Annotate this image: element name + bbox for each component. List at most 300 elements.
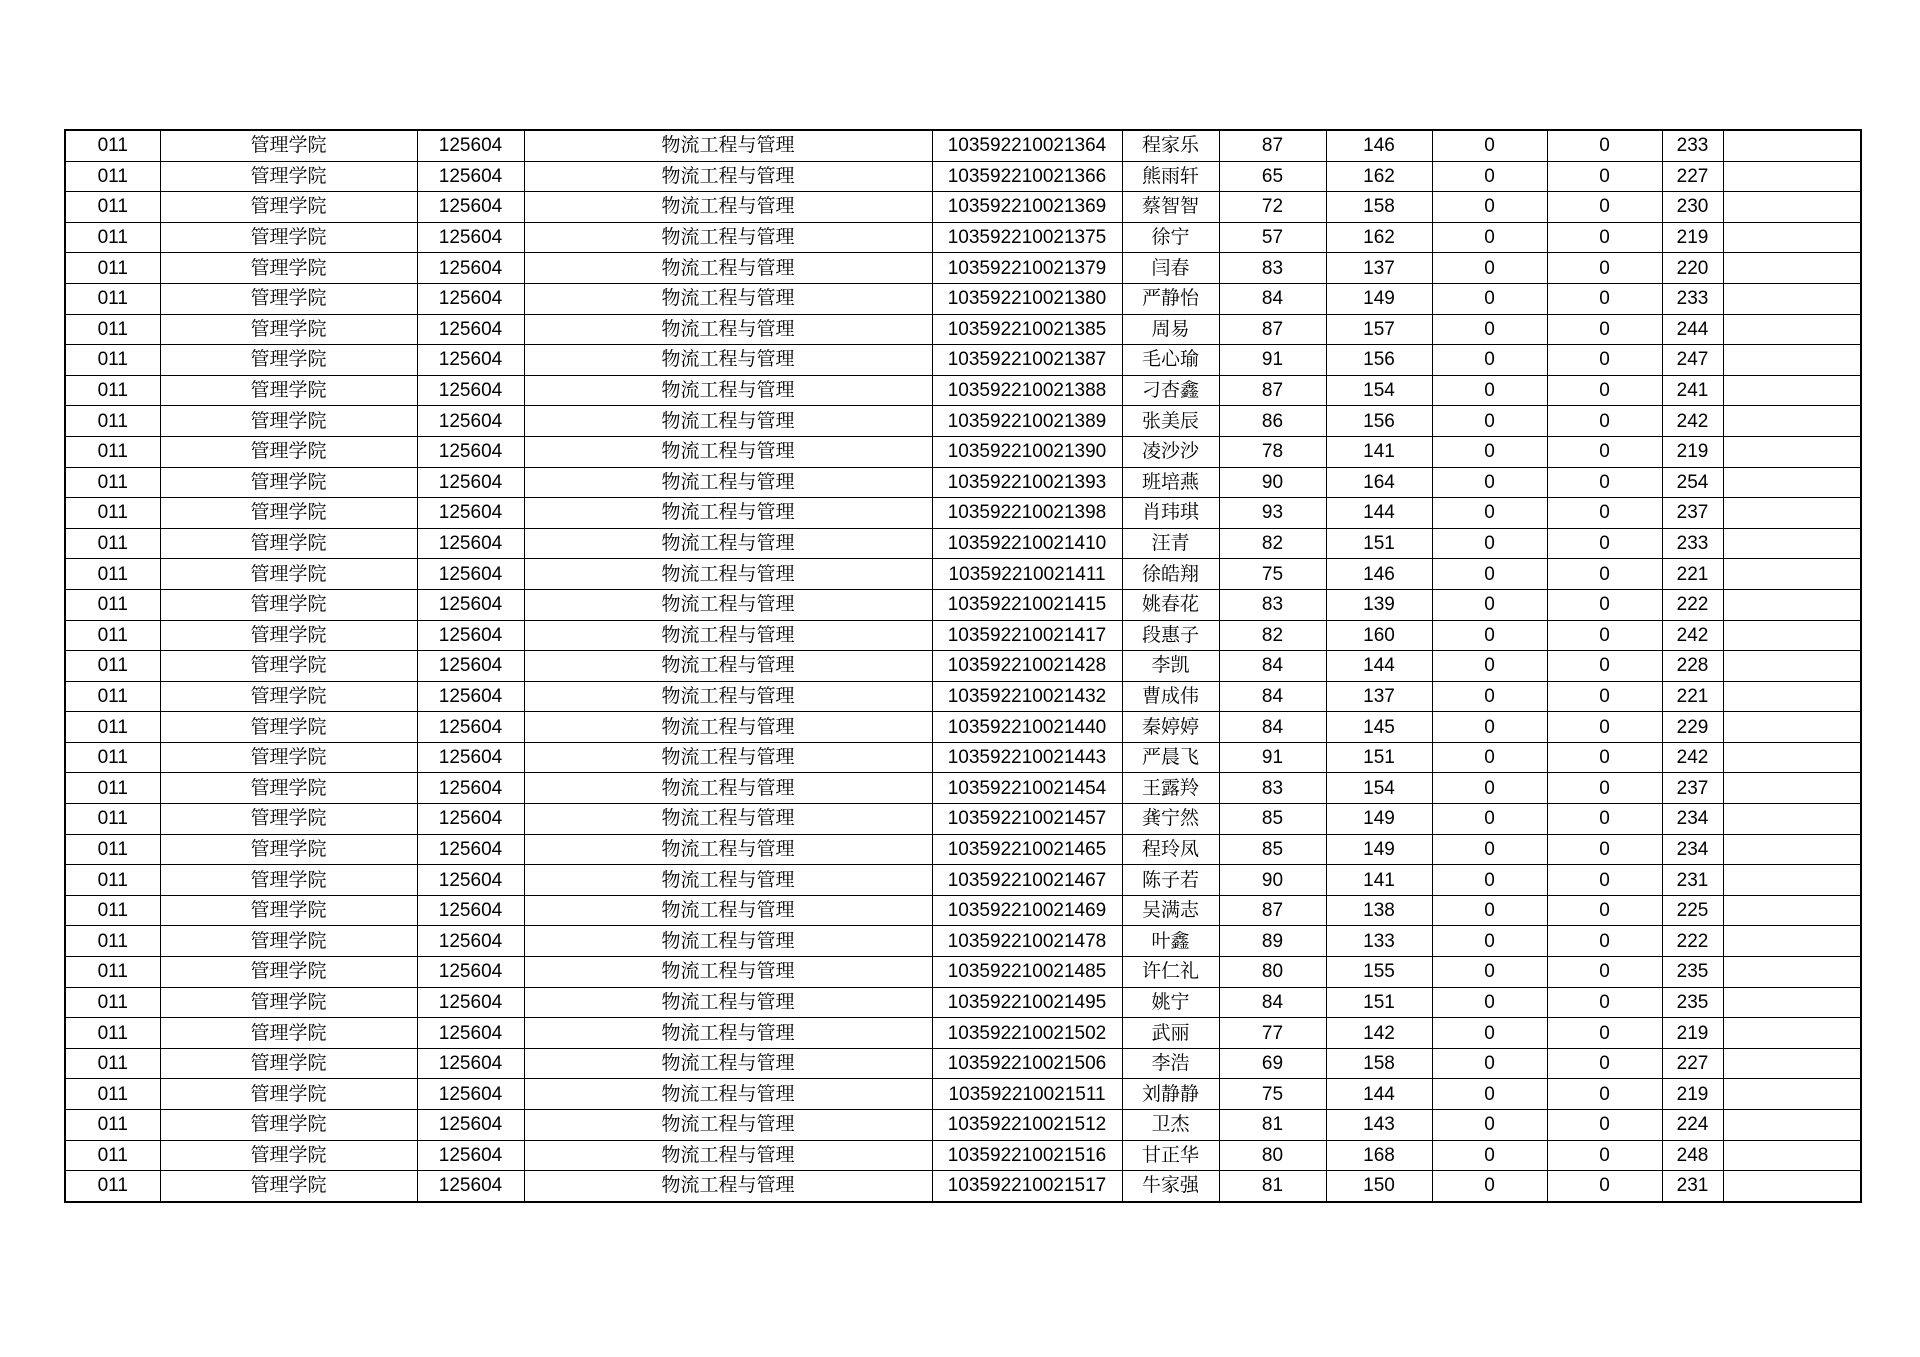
dept-name-cell: 管理学院	[160, 804, 417, 835]
score-3-cell: 0	[1432, 895, 1547, 926]
score-2-cell: 141	[1326, 436, 1432, 467]
major-name-cell: 物流工程与管理	[524, 651, 932, 682]
dept-code-cell: 011	[65, 130, 160, 161]
remark-cell	[1723, 773, 1861, 804]
major-name-cell: 物流工程与管理	[524, 528, 932, 559]
table-row	[65, 1079, 1861, 1110]
score-3-cell: 0	[1432, 804, 1547, 835]
total-score-cell: 219	[1662, 1018, 1723, 1049]
exam-id-cell: 103592210021457	[932, 804, 1122, 835]
score-2-cell: 158	[1326, 1048, 1432, 1079]
score-1-cell: 91	[1219, 742, 1326, 773]
total-score-cell: 230	[1662, 192, 1723, 223]
score-2-cell: 144	[1326, 1079, 1432, 1110]
total-score-cell: 227	[1662, 1048, 1723, 1079]
table-row	[65, 651, 1861, 682]
dept-code-cell: 011	[65, 161, 160, 192]
dept-name-cell: 管理学院	[160, 375, 417, 406]
score-4-cell: 0	[1547, 253, 1662, 284]
major-name-cell: 物流工程与管理	[524, 1171, 932, 1202]
score-2-cell: 155	[1326, 957, 1432, 988]
major-code-cell: 125604	[417, 589, 524, 620]
score-4-cell: 0	[1547, 987, 1662, 1018]
dept-code-cell: 011	[65, 559, 160, 590]
total-score-cell: 244	[1662, 314, 1723, 345]
total-score-cell: 248	[1662, 1140, 1723, 1171]
dept-code-cell: 011	[65, 651, 160, 682]
score-3-cell: 0	[1432, 130, 1547, 161]
dept-name-cell: 管理学院	[160, 1048, 417, 1079]
remark-cell	[1723, 865, 1861, 896]
remark-cell	[1723, 957, 1861, 988]
candidate-name-cell: 龚宁然	[1122, 804, 1219, 835]
total-score-cell: 234	[1662, 804, 1723, 835]
remark-cell	[1723, 1079, 1861, 1110]
dept-name-cell: 管理学院	[160, 895, 417, 926]
total-score-cell: 233	[1662, 528, 1723, 559]
dept-code-cell: 011	[65, 375, 160, 406]
total-score-cell: 233	[1662, 130, 1723, 161]
total-score-cell: 231	[1662, 1171, 1723, 1202]
score-4-cell: 0	[1547, 528, 1662, 559]
total-score-cell: 242	[1662, 406, 1723, 437]
major-name-cell: 物流工程与管理	[524, 345, 932, 376]
score-1-cell: 91	[1219, 345, 1326, 376]
table-row	[65, 773, 1861, 804]
score-3-cell: 0	[1432, 742, 1547, 773]
remark-cell	[1723, 1048, 1861, 1079]
score-3-cell: 0	[1432, 681, 1547, 712]
total-score-cell: 237	[1662, 498, 1723, 529]
candidate-name-cell: 姚春花	[1122, 589, 1219, 620]
table-row	[65, 161, 1861, 192]
score-2-cell: 162	[1326, 161, 1432, 192]
major-name-cell: 物流工程与管理	[524, 222, 932, 253]
exam-id-cell: 103592210021387	[932, 345, 1122, 376]
table-row	[65, 130, 1861, 161]
score-1-cell: 84	[1219, 283, 1326, 314]
major-code-cell: 125604	[417, 1048, 524, 1079]
exam-id-cell: 103592210021467	[932, 865, 1122, 896]
total-score-cell: 221	[1662, 681, 1723, 712]
major-code-cell: 125604	[417, 987, 524, 1018]
table-row	[65, 222, 1861, 253]
table-row	[65, 528, 1861, 559]
score-4-cell: 0	[1547, 834, 1662, 865]
major-name-cell: 物流工程与管理	[524, 467, 932, 498]
total-score-cell: 221	[1662, 559, 1723, 590]
table-row	[65, 498, 1861, 529]
table-row	[65, 436, 1861, 467]
dept-code-cell: 011	[65, 436, 160, 467]
dept-code-cell: 011	[65, 926, 160, 957]
major-name-cell: 物流工程与管理	[524, 681, 932, 712]
remark-cell	[1723, 895, 1861, 926]
major-name-cell: 物流工程与管理	[524, 1110, 932, 1141]
table-row	[65, 253, 1861, 284]
exam-id-cell: 103592210021485	[932, 957, 1122, 988]
major-name-cell: 物流工程与管理	[524, 712, 932, 743]
candidate-name-cell: 程家乐	[1122, 130, 1219, 161]
dept-code-cell: 011	[65, 987, 160, 1018]
dept-code-cell: 011	[65, 253, 160, 284]
dept-code-cell: 011	[65, 957, 160, 988]
score-4-cell: 0	[1547, 467, 1662, 498]
score-3-cell: 0	[1432, 345, 1547, 376]
remark-cell	[1723, 926, 1861, 957]
score-3-cell: 0	[1432, 436, 1547, 467]
score-2-cell: 157	[1326, 314, 1432, 345]
major-code-cell: 125604	[417, 1140, 524, 1171]
score-3-cell: 0	[1432, 467, 1547, 498]
score-1-cell: 72	[1219, 192, 1326, 223]
dept-code-cell: 011	[65, 528, 160, 559]
score-1-cell: 87	[1219, 130, 1326, 161]
score-1-cell: 84	[1219, 712, 1326, 743]
score-4-cell: 0	[1547, 375, 1662, 406]
table-row	[65, 589, 1861, 620]
major-name-cell: 物流工程与管理	[524, 865, 932, 896]
candidate-name-cell: 肖玮琪	[1122, 498, 1219, 529]
score-2-cell: 146	[1326, 130, 1432, 161]
score-3-cell: 0	[1432, 314, 1547, 345]
candidate-name-cell: 严晨飞	[1122, 742, 1219, 773]
score-2-cell: 133	[1326, 926, 1432, 957]
score-1-cell: 83	[1219, 773, 1326, 804]
score-4-cell: 0	[1547, 773, 1662, 804]
table-row	[65, 987, 1861, 1018]
candidate-name-cell: 吴满志	[1122, 895, 1219, 926]
score-3-cell: 0	[1432, 926, 1547, 957]
dept-code-cell: 011	[65, 681, 160, 712]
major-code-cell: 125604	[417, 498, 524, 529]
total-score-cell: 224	[1662, 1110, 1723, 1141]
candidate-name-cell: 曹成伟	[1122, 681, 1219, 712]
dept-name-cell: 管理学院	[160, 987, 417, 1018]
dept-name-cell: 管理学院	[160, 834, 417, 865]
candidate-name-cell: 许仁礼	[1122, 957, 1219, 988]
major-name-cell: 物流工程与管理	[524, 130, 932, 161]
total-score-cell: 225	[1662, 895, 1723, 926]
total-score-cell: 234	[1662, 834, 1723, 865]
major-name-cell: 物流工程与管理	[524, 804, 932, 835]
table-row	[65, 1110, 1861, 1141]
score-2-cell: 137	[1326, 681, 1432, 712]
exam-id-cell: 103592210021516	[932, 1140, 1122, 1171]
dept-name-cell: 管理学院	[160, 773, 417, 804]
exam-id-cell: 103592210021428	[932, 651, 1122, 682]
score-3-cell: 0	[1432, 253, 1547, 284]
major-code-cell: 125604	[417, 651, 524, 682]
major-name-cell: 物流工程与管理	[524, 987, 932, 1018]
major-name-cell: 物流工程与管理	[524, 253, 932, 284]
exam-id-cell: 103592210021512	[932, 1110, 1122, 1141]
candidate-name-cell: 熊雨轩	[1122, 161, 1219, 192]
score-4-cell: 0	[1547, 804, 1662, 835]
dept-code-cell: 011	[65, 1048, 160, 1079]
dept-name-cell: 管理学院	[160, 926, 417, 957]
score-3-cell: 0	[1432, 987, 1547, 1018]
dept-name-cell: 管理学院	[160, 498, 417, 529]
score-1-cell: 87	[1219, 895, 1326, 926]
dept-name-cell: 管理学院	[160, 589, 417, 620]
candidate-name-cell: 蔡智智	[1122, 192, 1219, 223]
remark-cell	[1723, 681, 1861, 712]
major-code-cell: 125604	[417, 375, 524, 406]
table-row	[65, 1140, 1861, 1171]
dept-name-cell: 管理学院	[160, 314, 417, 345]
score-1-cell: 84	[1219, 681, 1326, 712]
major-name-cell: 物流工程与管理	[524, 498, 932, 529]
remark-cell	[1723, 712, 1861, 743]
major-name-cell: 物流工程与管理	[524, 314, 932, 345]
dept-name-cell: 管理学院	[160, 436, 417, 467]
major-code-cell: 125604	[417, 314, 524, 345]
score-1-cell: 87	[1219, 375, 1326, 406]
exam-id-cell: 103592210021443	[932, 742, 1122, 773]
dept-code-cell: 011	[65, 742, 160, 773]
remark-cell	[1723, 192, 1861, 223]
candidate-name-cell: 刘静静	[1122, 1079, 1219, 1110]
dept-code-cell: 011	[65, 406, 160, 437]
dept-name-cell: 管理学院	[160, 712, 417, 743]
table-row	[65, 192, 1861, 223]
score-3-cell: 0	[1432, 589, 1547, 620]
remark-cell	[1723, 498, 1861, 529]
dept-name-cell: 管理学院	[160, 528, 417, 559]
score-1-cell: 77	[1219, 1018, 1326, 1049]
score-2-cell: 143	[1326, 1110, 1432, 1141]
dept-code-cell: 011	[65, 467, 160, 498]
score-2-cell: 149	[1326, 804, 1432, 835]
score-2-cell: 149	[1326, 834, 1432, 865]
remark-cell	[1723, 314, 1861, 345]
exam-id-cell: 103592210021398	[932, 498, 1122, 529]
major-code-cell: 125604	[417, 559, 524, 590]
exam-id-cell: 103592210021375	[932, 222, 1122, 253]
score-3-cell: 0	[1432, 559, 1547, 590]
score-1-cell: 80	[1219, 957, 1326, 988]
score-2-cell: 168	[1326, 1140, 1432, 1171]
major-code-cell: 125604	[417, 865, 524, 896]
score-2-cell: 144	[1326, 651, 1432, 682]
score-3-cell: 0	[1432, 1110, 1547, 1141]
remark-cell	[1723, 1171, 1861, 1202]
exam-id-cell: 103592210021511	[932, 1079, 1122, 1110]
exam-id-cell: 103592210021469	[932, 895, 1122, 926]
major-name-cell: 物流工程与管理	[524, 926, 932, 957]
exam-id-cell: 103592210021411	[932, 559, 1122, 590]
major-name-cell: 物流工程与管理	[524, 192, 932, 223]
table-row	[65, 834, 1861, 865]
score-1-cell: 75	[1219, 559, 1326, 590]
major-code-cell: 125604	[417, 161, 524, 192]
score-2-cell: 156	[1326, 406, 1432, 437]
major-code-cell: 125604	[417, 345, 524, 376]
major-code-cell: 125604	[417, 804, 524, 835]
score-4-cell: 0	[1547, 1079, 1662, 1110]
exam-id-cell: 103592210021364	[932, 130, 1122, 161]
score-4-cell: 0	[1547, 681, 1662, 712]
exam-id-cell: 103592210021379	[932, 253, 1122, 284]
remark-cell	[1723, 651, 1861, 682]
dept-code-cell: 011	[65, 1110, 160, 1141]
exam-id-cell: 103592210021410	[932, 528, 1122, 559]
major-code-cell: 125604	[417, 1079, 524, 1110]
remark-cell	[1723, 222, 1861, 253]
dept-code-cell: 011	[65, 222, 160, 253]
dept-name-cell: 管理学院	[160, 192, 417, 223]
score-1-cell: 90	[1219, 467, 1326, 498]
score-4-cell: 0	[1547, 895, 1662, 926]
table-row	[65, 314, 1861, 345]
score-sheet	[64, 129, 1860, 1203]
score-3-cell: 0	[1432, 773, 1547, 804]
exam-id-cell: 103592210021389	[932, 406, 1122, 437]
dept-name-cell: 管理学院	[160, 1140, 417, 1171]
score-2-cell: 151	[1326, 987, 1432, 1018]
table-row	[65, 375, 1861, 406]
table-row	[65, 283, 1861, 314]
dept-name-cell: 管理学院	[160, 222, 417, 253]
remark-cell	[1723, 834, 1861, 865]
table-row	[65, 467, 1861, 498]
score-3-cell: 0	[1432, 865, 1547, 896]
score-3-cell: 0	[1432, 1140, 1547, 1171]
exam-id-cell: 103592210021506	[932, 1048, 1122, 1079]
score-2-cell: 144	[1326, 498, 1432, 529]
table-row	[65, 742, 1861, 773]
score-3-cell: 0	[1432, 498, 1547, 529]
major-name-cell: 物流工程与管理	[524, 834, 932, 865]
dept-code-cell: 011	[65, 1171, 160, 1202]
score-3-cell: 0	[1432, 620, 1547, 651]
remark-cell	[1723, 467, 1861, 498]
dept-name-cell: 管理学院	[160, 742, 417, 773]
score-2-cell: 150	[1326, 1171, 1432, 1202]
table-row	[65, 957, 1861, 988]
score-3-cell: 0	[1432, 406, 1547, 437]
score-1-cell: 81	[1219, 1110, 1326, 1141]
score-1-cell: 87	[1219, 314, 1326, 345]
total-score-cell: 242	[1662, 620, 1723, 651]
remark-cell	[1723, 1110, 1861, 1141]
table-row	[65, 1048, 1861, 1079]
exam-id-cell: 103592210021385	[932, 314, 1122, 345]
score-1-cell: 90	[1219, 865, 1326, 896]
exam-id-cell: 103592210021380	[932, 283, 1122, 314]
candidate-name-cell: 徐宁	[1122, 222, 1219, 253]
score-1-cell: 78	[1219, 436, 1326, 467]
score-4-cell: 0	[1547, 130, 1662, 161]
major-code-cell: 125604	[417, 406, 524, 437]
candidate-name-cell: 段惠子	[1122, 620, 1219, 651]
dept-name-cell: 管理学院	[160, 1018, 417, 1049]
score-4-cell: 0	[1547, 1140, 1662, 1171]
total-score-cell: 235	[1662, 987, 1723, 1018]
candidate-name-cell: 姚宁	[1122, 987, 1219, 1018]
remark-cell	[1723, 130, 1861, 161]
total-score-cell: 237	[1662, 773, 1723, 804]
candidate-name-cell: 汪青	[1122, 528, 1219, 559]
score-4-cell: 0	[1547, 926, 1662, 957]
dept-name-cell: 管理学院	[160, 253, 417, 284]
exam-id-cell: 103592210021502	[932, 1018, 1122, 1049]
score-4-cell: 0	[1547, 712, 1662, 743]
major-code-cell: 125604	[417, 834, 524, 865]
candidate-name-cell: 李浩	[1122, 1048, 1219, 1079]
major-code-cell: 125604	[417, 1018, 524, 1049]
major-name-cell: 物流工程与管理	[524, 773, 932, 804]
remark-cell	[1723, 406, 1861, 437]
score-4-cell: 0	[1547, 436, 1662, 467]
score-3-cell: 0	[1432, 222, 1547, 253]
dept-name-cell: 管理学院	[160, 681, 417, 712]
dept-name-cell: 管理学院	[160, 130, 417, 161]
score-4-cell: 0	[1547, 957, 1662, 988]
dept-code-cell: 011	[65, 283, 160, 314]
score-1-cell: 82	[1219, 620, 1326, 651]
total-score-cell: 219	[1662, 436, 1723, 467]
table-row	[65, 895, 1861, 926]
dept-code-cell: 011	[65, 773, 160, 804]
remark-cell	[1723, 436, 1861, 467]
score-1-cell: 83	[1219, 589, 1326, 620]
dept-name-cell: 管理学院	[160, 406, 417, 437]
score-3-cell: 0	[1432, 1048, 1547, 1079]
total-score-cell: 222	[1662, 589, 1723, 620]
score-1-cell: 57	[1219, 222, 1326, 253]
candidate-name-cell: 王露羚	[1122, 773, 1219, 804]
total-score-cell: 222	[1662, 926, 1723, 957]
remark-cell	[1723, 161, 1861, 192]
candidate-name-cell: 闫春	[1122, 253, 1219, 284]
exam-id-cell: 103592210021478	[932, 926, 1122, 957]
major-code-cell: 125604	[417, 1110, 524, 1141]
remark-cell	[1723, 1140, 1861, 1171]
candidate-name-cell: 程玲凤	[1122, 834, 1219, 865]
major-name-cell: 物流工程与管理	[524, 283, 932, 314]
score-2-cell: 141	[1326, 865, 1432, 896]
major-name-cell: 物流工程与管理	[524, 589, 932, 620]
score-2-cell: 149	[1326, 283, 1432, 314]
exam-id-cell: 103592210021454	[932, 773, 1122, 804]
score-3-cell: 0	[1432, 192, 1547, 223]
major-name-cell: 物流工程与管理	[524, 161, 932, 192]
score-2-cell: 151	[1326, 528, 1432, 559]
major-code-cell: 125604	[417, 681, 524, 712]
remark-cell	[1723, 528, 1861, 559]
total-score-cell: 242	[1662, 742, 1723, 773]
score-3-cell: 0	[1432, 528, 1547, 559]
exam-id-cell: 103592210021432	[932, 681, 1122, 712]
score-2-cell: 160	[1326, 620, 1432, 651]
remark-cell	[1723, 620, 1861, 651]
table-row	[65, 804, 1861, 835]
exam-id-cell: 103592210021465	[932, 834, 1122, 865]
score-2-cell: 154	[1326, 375, 1432, 406]
table-row	[65, 681, 1861, 712]
exam-id-cell: 103592210021517	[932, 1171, 1122, 1202]
exam-id-cell: 103592210021495	[932, 987, 1122, 1018]
score-4-cell: 0	[1547, 406, 1662, 437]
score-3-cell: 0	[1432, 1079, 1547, 1110]
dept-code-cell: 011	[65, 589, 160, 620]
major-name-cell: 物流工程与管理	[524, 957, 932, 988]
score-1-cell: 84	[1219, 651, 1326, 682]
total-score-cell: 229	[1662, 712, 1723, 743]
score-3-cell: 0	[1432, 957, 1547, 988]
